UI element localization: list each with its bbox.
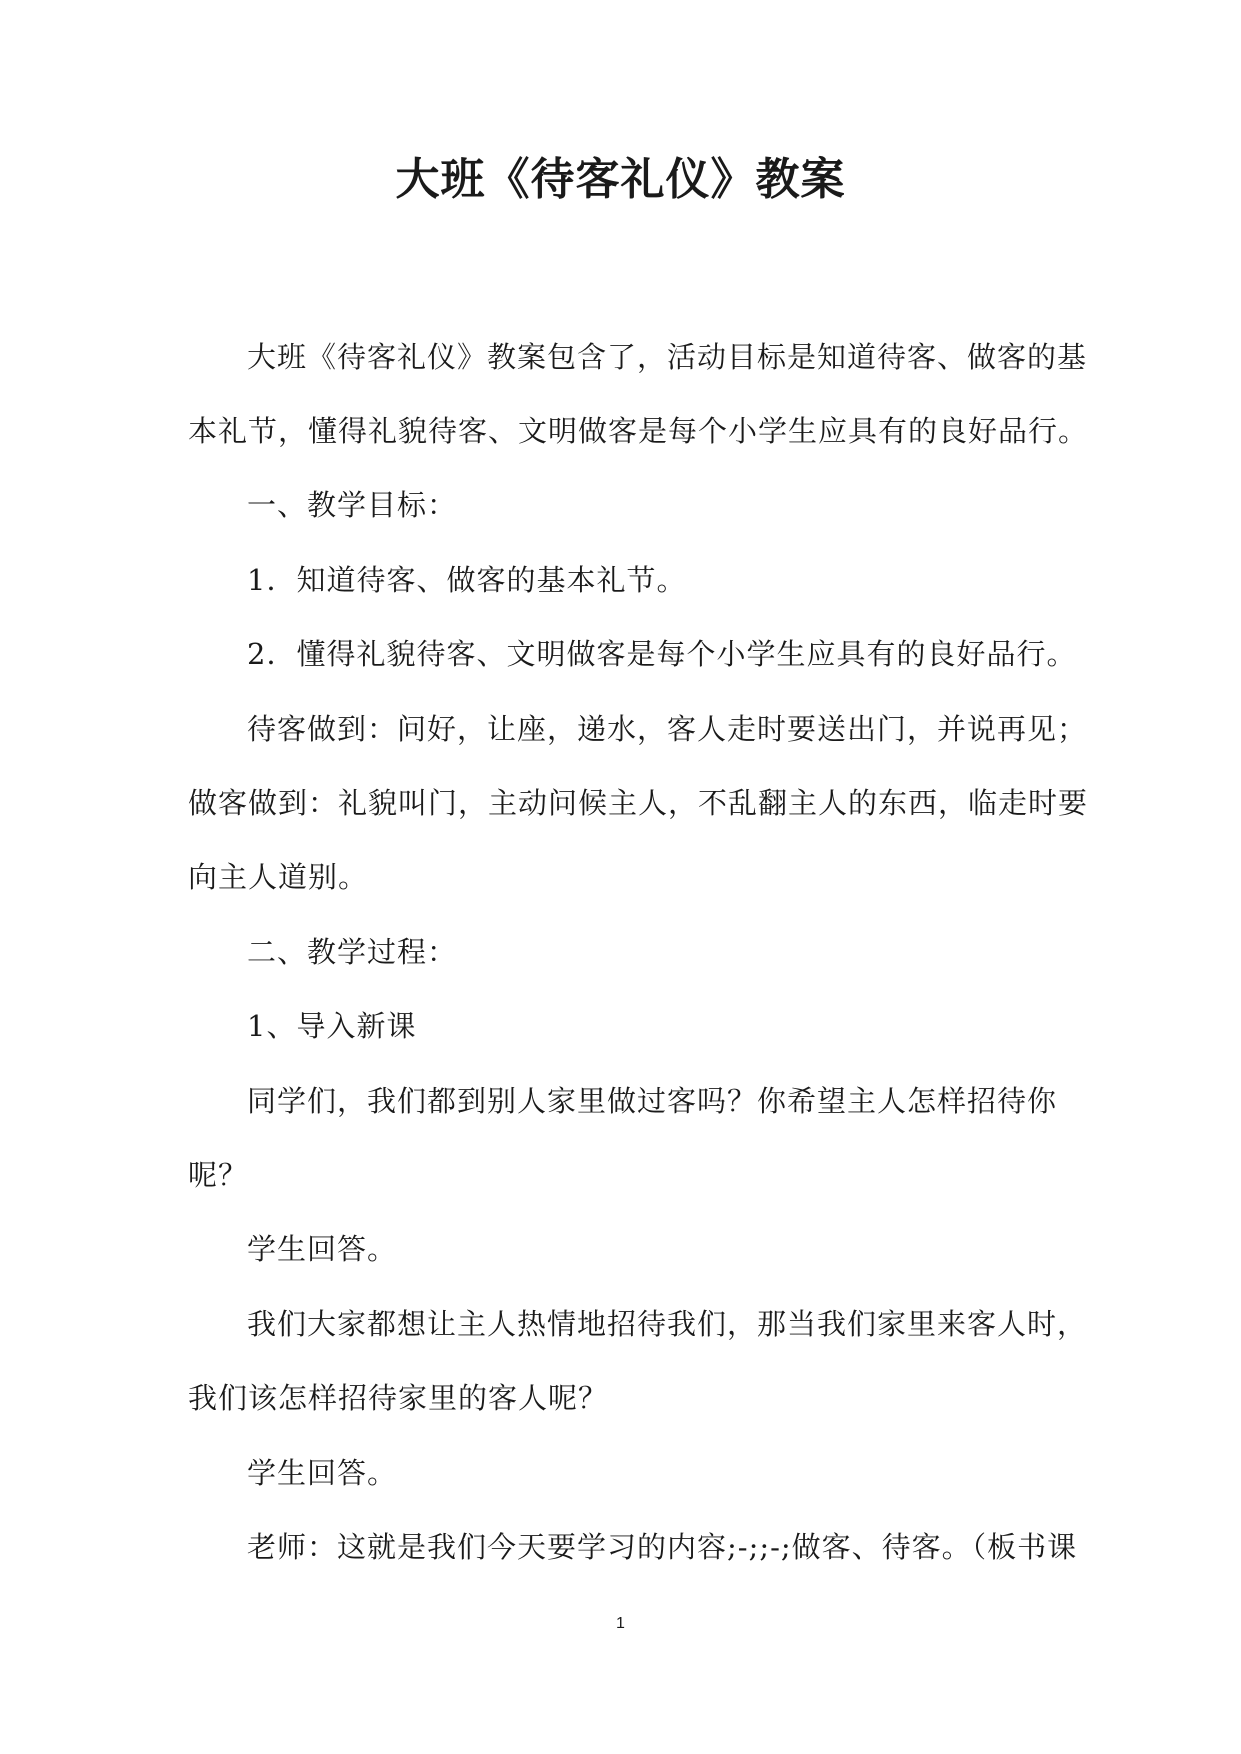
paragraph-line: 大班《待客礼仪》教案包含了，活动目标是知道待客、做客的基	[247, 340, 1088, 374]
list-item: 2．懂得礼貌待客、文明做客是每个小学生应具有的良好品行。	[247, 637, 1077, 671]
paragraph-line: 学生回答。	[247, 1232, 398, 1266]
section-heading: 一、教学目标：	[247, 488, 458, 522]
subsection-heading: 1、导入新课	[247, 1009, 417, 1043]
document-title: 大班《待客礼仪》教案	[395, 154, 846, 205]
paragraph-line: 做客做到：礼貌叫门，主动问候主人，不乱翻主人的东西，临走时要	[188, 786, 1089, 820]
paragraph-line: 向主人道别。	[188, 860, 369, 894]
paragraph-line: 学生回答。	[247, 1456, 398, 1490]
paragraph-line: 待客做到：问好，让座，递水，客人走时要送出门，并说再见；	[247, 712, 1088, 746]
paragraph-line: 本礼节，懂得礼貌待客、文明做客是每个小学生应具有的良好品行。	[188, 414, 1089, 448]
paragraph-line: 呢？	[188, 1158, 249, 1192]
paragraph-line: 老师：这就是我们今天要学习的内容;-;;-;做客、待客。（板书课	[247, 1530, 1078, 1564]
paragraph-line: 我们该怎样招待家里的客人呢？	[188, 1381, 609, 1415]
page-number: 1	[616, 1615, 625, 1632]
paragraph-line: 同学们，我们都到别人家里做过客吗？你希望主人怎样招待你	[247, 1084, 1058, 1118]
list-item: 1．知道待客、做客的基本礼节。	[247, 563, 687, 597]
paragraph-line: 我们大家都想让主人热情地招待我们，那当我们家里来客人时，	[247, 1307, 1088, 1341]
section-heading: 二、教学过程：	[247, 935, 458, 969]
